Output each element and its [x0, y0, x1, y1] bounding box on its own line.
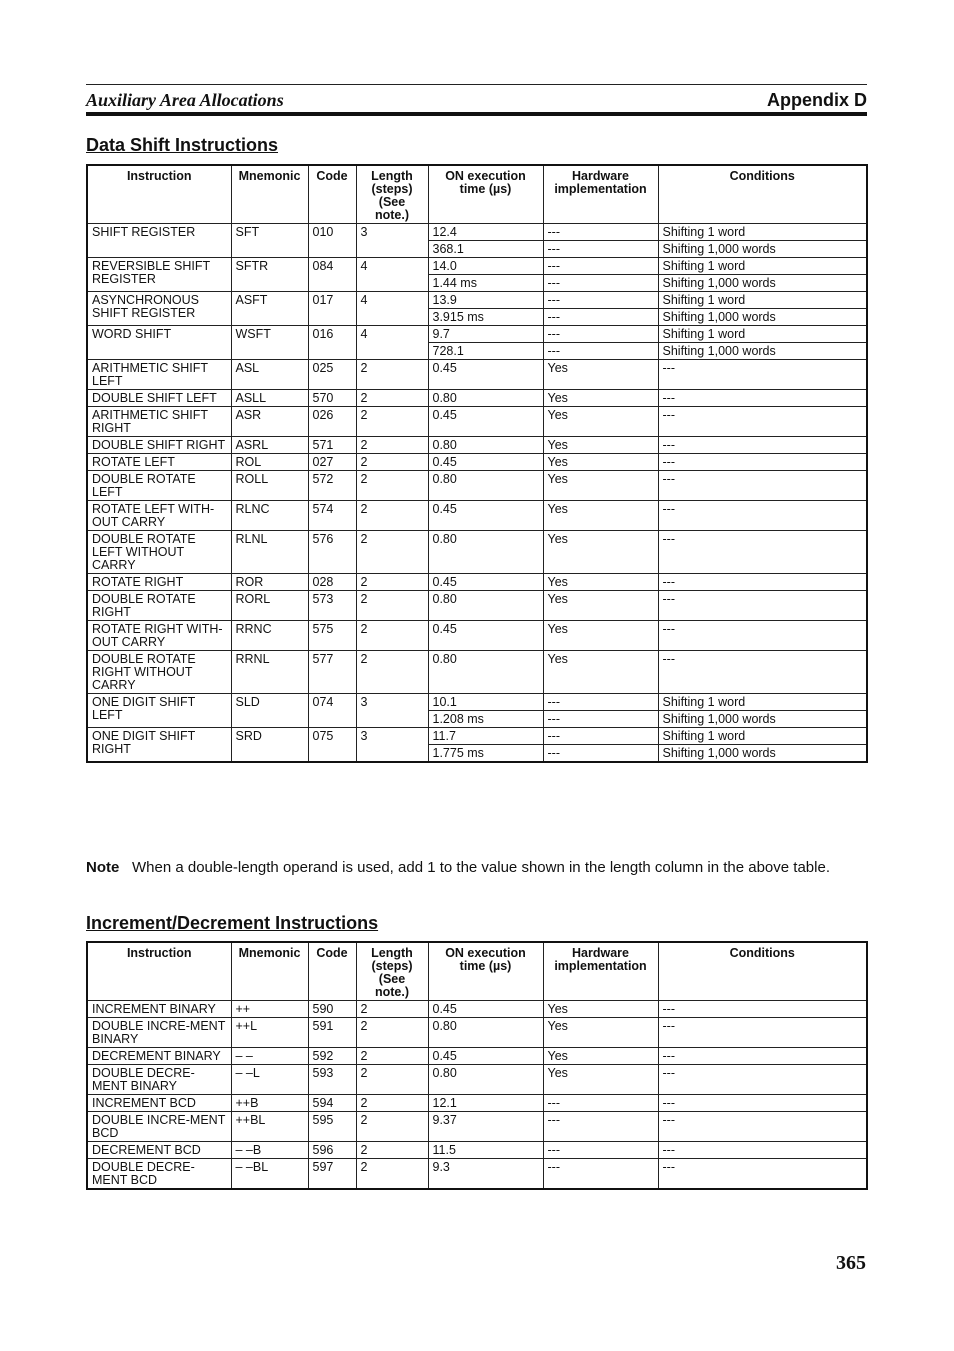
- cell-instruction: DOUBLE ROTATE LEFT WITHOUT CARRY: [87, 531, 231, 574]
- cell-exec-time: 1.44 ms: [428, 275, 543, 292]
- cell-code: 595: [308, 1112, 356, 1142]
- table-row: [87, 292, 867, 309]
- col-header-exec-time: ON execution time (µs): [428, 165, 543, 224]
- cell-exec-time: 0.45: [428, 501, 543, 531]
- cell-conditions: Shifting 1,000 words: [658, 343, 867, 360]
- cell-instruction: ROTATE LEFT WITH-OUT CARRY: [87, 501, 231, 531]
- cell-hardware: Yes: [543, 531, 658, 574]
- cell-conditions: ---: [658, 531, 867, 574]
- col-header-instruction: Instruction: [87, 942, 231, 1001]
- cell-mnemonic: WSFT: [231, 326, 308, 360]
- cell-exec-time: 3.915 ms: [428, 309, 543, 326]
- increment-decrement-table: [86, 941, 868, 1190]
- cell-hardware: ---: [543, 292, 658, 309]
- table-row: [87, 407, 867, 437]
- cell-conditions: Shifting 1 word: [658, 292, 867, 309]
- cell-conditions: ---: [658, 591, 867, 621]
- cell-code: 074: [308, 694, 356, 728]
- table-row: [87, 1018, 867, 1048]
- cell-mnemonic: ASL: [231, 360, 308, 390]
- cell-length: 4: [356, 258, 428, 292]
- cell-length: 2: [356, 1001, 428, 1018]
- cell-mnemonic: ASLL: [231, 390, 308, 407]
- cell-exec-time: 0.80: [428, 390, 543, 407]
- table-row: [87, 258, 867, 275]
- cell-instruction: REVERSIBLE SHIFT REGISTER: [87, 258, 231, 292]
- cell-conditions: ---: [658, 1048, 867, 1065]
- cell-hardware: ---: [543, 694, 658, 711]
- table-row: [87, 437, 867, 454]
- cell-exec-time: 12.1: [428, 1095, 543, 1112]
- cell-hardware: ---: [543, 258, 658, 275]
- cell-exec-time: 9.3: [428, 1159, 543, 1190]
- table-row: [87, 591, 867, 621]
- cell-instruction: DOUBLE SHIFT LEFT: [87, 390, 231, 407]
- cell-conditions: ---: [658, 621, 867, 651]
- cell-mnemonic: – –BL: [231, 1159, 308, 1190]
- cell-conditions: ---: [658, 1095, 867, 1112]
- table-header-row: [87, 942, 867, 1001]
- cell-exec-time: 368.1: [428, 241, 543, 258]
- cell-conditions: Shifting 1 word: [658, 224, 867, 241]
- cell-conditions: Shifting 1 word: [658, 694, 867, 711]
- cell-mnemonic: RRNL: [231, 651, 308, 694]
- cell-length: 2: [356, 437, 428, 454]
- cell-instruction: DOUBLE ROTATE LEFT: [87, 471, 231, 501]
- cell-conditions: Shifting 1 word: [658, 728, 867, 745]
- cell-conditions: Shifting 1,000 words: [658, 745, 867, 763]
- cell-conditions: ---: [658, 360, 867, 390]
- cell-conditions: ---: [658, 454, 867, 471]
- cell-code: 075: [308, 728, 356, 763]
- cell-code: 010: [308, 224, 356, 258]
- cell-mnemonic: ++L: [231, 1018, 308, 1048]
- cell-conditions: ---: [658, 437, 867, 454]
- cell-mnemonic: RLNC: [231, 501, 308, 531]
- cell-code: 593: [308, 1065, 356, 1095]
- cell-length: 2: [356, 1095, 428, 1112]
- cell-code: 591: [308, 1018, 356, 1048]
- cell-hardware: Yes: [543, 1018, 658, 1048]
- table-row: [87, 728, 867, 745]
- cell-hardware: Yes: [543, 360, 658, 390]
- cell-exec-time: 0.80: [428, 471, 543, 501]
- cell-mnemonic: SFTR: [231, 258, 308, 292]
- cell-mnemonic: ++BL: [231, 1112, 308, 1142]
- cell-code: 017: [308, 292, 356, 326]
- cell-conditions: ---: [658, 1065, 867, 1095]
- cell-hardware: Yes: [543, 454, 658, 471]
- col-header-conditions: Conditions: [658, 165, 867, 224]
- table-row: [87, 694, 867, 711]
- cell-code: 596: [308, 1142, 356, 1159]
- cell-mnemonic: SRD: [231, 728, 308, 763]
- cell-hardware: Yes: [543, 471, 658, 501]
- cell-hardware: ---: [543, 745, 658, 763]
- cell-mnemonic: ++B: [231, 1095, 308, 1112]
- cell-mnemonic: ASR: [231, 407, 308, 437]
- cell-hardware: ---: [543, 309, 658, 326]
- cell-mnemonic: RORL: [231, 591, 308, 621]
- cell-length: 2: [356, 454, 428, 471]
- cell-code: 572: [308, 471, 356, 501]
- cell-mnemonic: SFT: [231, 224, 308, 258]
- cell-instruction: INCREMENT BCD: [87, 1095, 231, 1112]
- col-header-length: Length (steps) (See note.): [356, 165, 428, 224]
- cell-instruction: DOUBLE INCRE-MENT BCD: [87, 1112, 231, 1142]
- cell-length: 2: [356, 1065, 428, 1095]
- cell-exec-time: 14.0: [428, 258, 543, 275]
- cell-length: 2: [356, 1112, 428, 1142]
- cell-conditions: Shifting 1,000 words: [658, 309, 867, 326]
- cell-length: 2: [356, 574, 428, 591]
- cell-hardware: ---: [543, 241, 658, 258]
- cell-length: 2: [356, 1018, 428, 1048]
- cell-length: 2: [356, 1159, 428, 1190]
- cell-length: 3: [356, 728, 428, 763]
- cell-hardware: Yes: [543, 621, 658, 651]
- cell-conditions: Shifting 1 word: [658, 326, 867, 343]
- table-row: [87, 454, 867, 471]
- table-row: [87, 651, 867, 694]
- cell-conditions: Shifting 1,000 words: [658, 275, 867, 292]
- cell-hardware: ---: [543, 711, 658, 728]
- col-header-code: Code: [308, 165, 356, 224]
- cell-exec-time: 728.1: [428, 343, 543, 360]
- table-row: [87, 1159, 867, 1190]
- cell-hardware: Yes: [543, 1065, 658, 1095]
- cell-conditions: ---: [658, 1018, 867, 1048]
- cell-exec-time: 10.1: [428, 694, 543, 711]
- cell-mnemonic: – –: [231, 1048, 308, 1065]
- cell-length: 2: [356, 621, 428, 651]
- cell-mnemonic: ASRL: [231, 437, 308, 454]
- table-row: [87, 1095, 867, 1112]
- cell-exec-time: 0.80: [428, 531, 543, 574]
- col-header-mnemonic: Mnemonic: [231, 942, 308, 1001]
- col-header-length: Length (steps) (See note.): [356, 942, 428, 1001]
- cell-hardware: Yes: [543, 501, 658, 531]
- cell-instruction: DOUBLE INCRE-MENT BINARY: [87, 1018, 231, 1048]
- cell-hardware: Yes: [543, 574, 658, 591]
- cell-exec-time: 0.45: [428, 407, 543, 437]
- cell-code: 577: [308, 651, 356, 694]
- note-label: Note: [86, 859, 120, 876]
- table-row: [87, 1065, 867, 1095]
- running-header-title: Auxiliary Area Allocations: [86, 90, 284, 110]
- table-row: [87, 1001, 867, 1018]
- cell-hardware: ---: [543, 1112, 658, 1142]
- cell-instruction: ONE DIGIT SHIFT LEFT: [87, 694, 231, 728]
- cell-instruction: ROTATE RIGHT WITH-OUT CARRY: [87, 621, 231, 651]
- col-header-hardware: Hardware implementation: [543, 165, 658, 224]
- cell-exec-time: 0.45: [428, 574, 543, 591]
- cell-hardware: Yes: [543, 390, 658, 407]
- cell-code: 084: [308, 258, 356, 292]
- table-row: [87, 224, 867, 241]
- cell-exec-time: 1.775 ms: [428, 745, 543, 763]
- cell-hardware: ---: [543, 1095, 658, 1112]
- cell-exec-time: 0.45: [428, 454, 543, 471]
- cell-hardware: Yes: [543, 651, 658, 694]
- table-row: [87, 390, 867, 407]
- cell-conditions: ---: [658, 1142, 867, 1159]
- cell-exec-time: 0.45: [428, 360, 543, 390]
- cell-length: 2: [356, 1142, 428, 1159]
- table-row: [87, 574, 867, 591]
- cell-exec-time: 0.80: [428, 437, 543, 454]
- cell-conditions: ---: [658, 1112, 867, 1142]
- cell-exec-time: 0.80: [428, 1065, 543, 1095]
- cell-instruction: ROTATE RIGHT: [87, 574, 231, 591]
- cell-length: 2: [356, 407, 428, 437]
- cell-code: 571: [308, 437, 356, 454]
- cell-exec-time: 9.7: [428, 326, 543, 343]
- cell-instruction: ARITHMETIC SHIFT RIGHT: [87, 407, 231, 437]
- header-rule-thick: [86, 112, 867, 116]
- cell-exec-time: 1.208 ms: [428, 711, 543, 728]
- cell-code: 574: [308, 501, 356, 531]
- table-row: [87, 360, 867, 390]
- cell-hardware: Yes: [543, 591, 658, 621]
- cell-length: 2: [356, 360, 428, 390]
- cell-instruction: ARITHMETIC SHIFT LEFT: [87, 360, 231, 390]
- header-rule-thin: [86, 84, 867, 85]
- cell-instruction: DOUBLE SHIFT RIGHT: [87, 437, 231, 454]
- cell-code: 573: [308, 591, 356, 621]
- cell-length: 2: [356, 471, 428, 501]
- cell-conditions: ---: [658, 390, 867, 407]
- cell-hardware: ---: [543, 275, 658, 292]
- cell-conditions: ---: [658, 651, 867, 694]
- cell-conditions: Shifting 1 word: [658, 258, 867, 275]
- cell-hardware: ---: [543, 1159, 658, 1190]
- table-row: [87, 326, 867, 343]
- cell-hardware: ---: [543, 326, 658, 343]
- cell-code: 028: [308, 574, 356, 591]
- cell-code: 025: [308, 360, 356, 390]
- col-header-exec-time: ON execution time (µs): [428, 942, 543, 1001]
- cell-hardware: ---: [543, 343, 658, 360]
- cell-instruction: DOUBLE ROTATE RIGHT: [87, 591, 231, 621]
- cell-instruction: SHIFT REGISTER: [87, 224, 231, 258]
- cell-conditions: ---: [658, 501, 867, 531]
- cell-mnemonic: ++: [231, 1001, 308, 1018]
- cell-exec-time: 0.80: [428, 1018, 543, 1048]
- table-row: [87, 1142, 867, 1159]
- cell-mnemonic: SLD: [231, 694, 308, 728]
- cell-exec-time: 0.45: [428, 1001, 543, 1018]
- table-header-row: [87, 165, 867, 224]
- col-header-code: Code: [308, 942, 356, 1001]
- cell-code: 576: [308, 531, 356, 574]
- cell-instruction: ONE DIGIT SHIFT RIGHT: [87, 728, 231, 763]
- col-header-conditions: Conditions: [658, 942, 867, 1001]
- cell-code: 575: [308, 621, 356, 651]
- cell-length: 2: [356, 501, 428, 531]
- cell-conditions: Shifting 1,000 words: [658, 241, 867, 258]
- cell-length: 4: [356, 326, 428, 360]
- cell-hardware: Yes: [543, 407, 658, 437]
- table-row: [87, 531, 867, 574]
- note-text: When a double-length operand is used, add 1 to the value shown in the length column in the above table.: [132, 859, 830, 876]
- cell-hardware: Yes: [543, 437, 658, 454]
- cell-length: 3: [356, 694, 428, 728]
- cell-conditions: ---: [658, 574, 867, 591]
- cell-exec-time: 11.7: [428, 728, 543, 745]
- cell-mnemonic: RRNC: [231, 621, 308, 651]
- cell-hardware: ---: [543, 728, 658, 745]
- cell-length: 2: [356, 531, 428, 574]
- cell-instruction: WORD SHIFT: [87, 326, 231, 360]
- running-header-appendix: Appendix D: [766, 90, 867, 110]
- col-header-hardware: Hardware implementation: [543, 942, 658, 1001]
- cell-instruction: DECREMENT BCD: [87, 1142, 231, 1159]
- cell-mnemonic: – –B: [231, 1142, 308, 1159]
- table-row: [87, 471, 867, 501]
- cell-length: 3: [356, 224, 428, 258]
- cell-mnemonic: ROLL: [231, 471, 308, 501]
- cell-code: 016: [308, 326, 356, 360]
- cell-hardware: Yes: [543, 1001, 658, 1018]
- data-shift-table: [86, 164, 868, 763]
- cell-instruction: INCREMENT BINARY: [87, 1001, 231, 1018]
- cell-instruction: ASYNCHRONOUS SHIFT REGISTER: [87, 292, 231, 326]
- cell-code: 590: [308, 1001, 356, 1018]
- section-title-increment-decrement: Increment/Decrement Instructions: [86, 913, 379, 933]
- cell-length: 2: [356, 390, 428, 407]
- cell-mnemonic: RLNL: [231, 531, 308, 574]
- cell-instruction: DECREMENT BINARY: [87, 1048, 231, 1065]
- cell-length: 2: [356, 1048, 428, 1065]
- page-number: 365: [836, 1252, 866, 1274]
- table-row: [87, 1112, 867, 1142]
- cell-conditions: ---: [658, 1001, 867, 1018]
- cell-instruction: ROTATE LEFT: [87, 454, 231, 471]
- section-title-data-shift: Data Shift Instructions: [86, 135, 279, 155]
- cell-mnemonic: ASFT: [231, 292, 308, 326]
- cell-code: 597: [308, 1159, 356, 1190]
- cell-instruction: DOUBLE DECRE-MENT BINARY: [87, 1065, 231, 1095]
- cell-exec-time: 0.45: [428, 621, 543, 651]
- cell-conditions: ---: [658, 1159, 867, 1190]
- cell-hardware: Yes: [543, 1048, 658, 1065]
- cell-code: 027: [308, 454, 356, 471]
- cell-conditions: ---: [658, 471, 867, 501]
- cell-length: 4: [356, 292, 428, 326]
- col-header-instruction: Instruction: [87, 165, 231, 224]
- cell-instruction: DOUBLE DECRE-MENT BCD: [87, 1159, 231, 1190]
- cell-length: 2: [356, 591, 428, 621]
- length-note: [86, 858, 866, 877]
- cell-code: 570: [308, 390, 356, 407]
- cell-exec-time: 0.80: [428, 591, 543, 621]
- cell-exec-time: 13.9: [428, 292, 543, 309]
- cell-mnemonic: ROL: [231, 454, 308, 471]
- table-row: [87, 501, 867, 531]
- cell-mnemonic: – –L: [231, 1065, 308, 1095]
- cell-exec-time: 9.37: [428, 1112, 543, 1142]
- cell-code: 594: [308, 1095, 356, 1112]
- cell-exec-time: 11.5: [428, 1142, 543, 1159]
- cell-exec-time: 0.45: [428, 1048, 543, 1065]
- cell-exec-time: 0.80: [428, 651, 543, 694]
- cell-conditions: Shifting 1,000 words: [658, 711, 867, 728]
- cell-mnemonic: ROR: [231, 574, 308, 591]
- cell-length: 2: [356, 651, 428, 694]
- cell-code: 026: [308, 407, 356, 437]
- cell-exec-time: 12.4: [428, 224, 543, 241]
- cell-instruction: DOUBLE ROTATE RIGHT WITHOUT CARRY: [87, 651, 231, 694]
- cell-hardware: ---: [543, 1142, 658, 1159]
- cell-conditions: ---: [658, 407, 867, 437]
- cell-code: 592: [308, 1048, 356, 1065]
- col-header-mnemonic: Mnemonic: [231, 165, 308, 224]
- cell-hardware: ---: [543, 224, 658, 241]
- table-row: [87, 621, 867, 651]
- table-row: [87, 1048, 867, 1065]
